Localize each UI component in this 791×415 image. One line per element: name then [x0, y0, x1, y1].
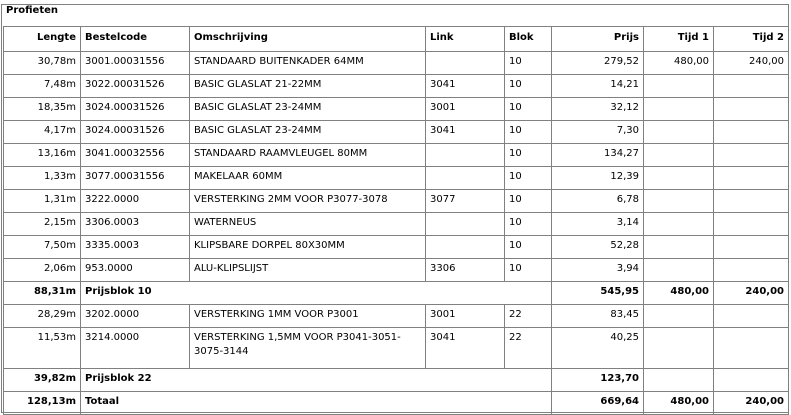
cell-blok: 10	[505, 98, 552, 121]
cell-lengte: 1,33m	[4, 167, 81, 190]
cell-omschrijving: BASIC GLASLAT 23-24MM	[190, 98, 426, 121]
col-header-tijd1: Tijd 1	[644, 27, 714, 52]
cell-lengte: 18,35m	[4, 98, 81, 121]
cell-tijd2	[714, 144, 789, 167]
cell-omschrijving: VERSTERKING 1MM VOOR P3001	[190, 305, 426, 328]
cell-tijd1	[644, 259, 714, 282]
total-row	[4, 392, 789, 415]
header-row	[4, 27, 789, 52]
cell-blok: 10	[505, 259, 552, 282]
cell-lengte: 7,50m	[4, 236, 81, 259]
cell-omschrijving: ALU-KLIPSLIJST	[190, 259, 426, 282]
cell-lengte: 1,31m	[4, 190, 81, 213]
cell-prijs: 7,30	[552, 121, 644, 144]
cell-link	[426, 144, 505, 167]
cell-tijd2	[714, 167, 789, 190]
cell-lengte: 7,48m	[4, 75, 81, 98]
cell-link	[426, 236, 505, 259]
cell-link	[426, 52, 505, 75]
cell-prijs: 134,27	[552, 144, 644, 167]
cell-omschrijving: STANDAARD RAAMVLEUGEL 80MM	[190, 144, 426, 167]
cell-tijd1	[644, 369, 714, 392]
col-header-prijs: Prijs	[552, 27, 644, 52]
cell-tijd2	[714, 328, 789, 369]
cell-tijd2: 240,00	[714, 392, 789, 415]
table-row	[4, 305, 789, 328]
cell-tijd2	[714, 190, 789, 213]
cell-prijs: 52,28	[552, 236, 644, 259]
table-row	[4, 52, 789, 75]
cell-bestelcode: 3024.00031526	[81, 98, 190, 121]
cell-lengte: 11,53m	[4, 328, 81, 369]
cell-omschrijving: STANDAARD BUITENKADER 64MM	[190, 52, 426, 75]
table-row	[4, 328, 789, 369]
cell-blok: 10	[505, 121, 552, 144]
panel-title: Profieten	[6, 5, 59, 16]
cell-tijd1	[644, 236, 714, 259]
table-row	[4, 121, 789, 144]
cell-label: Prijsblok 22	[81, 369, 552, 392]
cell-link: 3041	[426, 75, 505, 98]
cell-tijd1	[644, 121, 714, 144]
cell-lengte: 2,15m	[4, 213, 81, 236]
cell-lengte: 28,29m	[4, 305, 81, 328]
table-row	[4, 213, 789, 236]
cell-prijs: 14,21	[552, 75, 644, 98]
cell-bestelcode: 3077.00031556	[81, 167, 190, 190]
cell-prijs: 32,12	[552, 98, 644, 121]
cell-tijd2	[714, 236, 789, 259]
cell-blok: 10	[505, 75, 552, 98]
cell-prijs: 6,78	[552, 190, 644, 213]
cell-omschrijving: BASIC GLASLAT 23-24MM	[190, 121, 426, 144]
cell-label: Totaal	[81, 392, 552, 415]
cell-blok: 10	[505, 190, 552, 213]
cell-bestelcode: 953.0000	[81, 259, 190, 282]
col-header-blok: Blok	[505, 27, 552, 52]
cell-label: Prijsblok 10	[81, 282, 552, 305]
cell-omschrijving: BASIC GLASLAT 21-22MM	[190, 75, 426, 98]
cell-omschrijving: MAKELAAR 60MM	[190, 167, 426, 190]
cell-tijd1	[644, 305, 714, 328]
cell-bestelcode: 3306.0003	[81, 213, 190, 236]
cell-tijd1: 480,00	[644, 282, 714, 305]
cell-prijs: 279,52	[552, 52, 644, 75]
cell-prijs: 123,70	[552, 369, 644, 392]
cell-tijd1	[644, 75, 714, 98]
col-header-tijd2: Tijd 2	[714, 27, 789, 52]
cell-tijd2	[714, 259, 789, 282]
cell-blok: 10	[505, 52, 552, 75]
cell-link: 3041	[426, 328, 505, 369]
cell-prijs: 669,64	[552, 392, 644, 415]
cell-bestelcode: 3335.0003	[81, 236, 190, 259]
cell-tijd2: 240,00	[714, 282, 789, 305]
col-header-link: Link	[426, 27, 505, 52]
cell-tijd2	[714, 305, 789, 328]
cell-link: 3077	[426, 190, 505, 213]
cell-prijs: 3,94	[552, 259, 644, 282]
cell-omschrijving: VERSTERKING 1,5MM VOOR P3041-3051-3075-3144	[190, 328, 426, 369]
cell-bestelcode: 3022.00031526	[81, 75, 190, 98]
cell-bestelcode: 3202.0000	[81, 305, 190, 328]
cell-tijd1	[644, 328, 714, 369]
cell-tijd2: 240,00	[714, 52, 789, 75]
cell-lengte: 13,16m	[4, 144, 81, 167]
cell-link: 3041	[426, 121, 505, 144]
col-header-bestelcode: Bestelcode	[81, 27, 190, 52]
cell-blok: 10	[505, 167, 552, 190]
cell-lengte: 128,13m	[4, 392, 81, 415]
cell-omschrijving: WATERNEUS	[190, 213, 426, 236]
cell-blok: 22	[505, 328, 552, 369]
cell-lengte: 39,82m	[4, 369, 81, 392]
cell-omschrijving: KLIPSBARE DORPEL 80X30MM	[190, 236, 426, 259]
cell-tijd2	[714, 369, 789, 392]
cell-blok: 10	[505, 144, 552, 167]
cell-tijd1	[644, 190, 714, 213]
cell-blok: 10	[505, 236, 552, 259]
cell-link: 3306	[426, 259, 505, 282]
cell-lengte: 2,06m	[4, 259, 81, 282]
cell-prijs: 12,39	[552, 167, 644, 190]
cell-lengte: 30,78m	[4, 52, 81, 75]
table-row	[4, 167, 789, 190]
cell-prijs: 40,25	[552, 328, 644, 369]
col-header-lengte: Lengte	[4, 27, 81, 52]
cell-bestelcode: 3001.00031556	[81, 52, 190, 75]
cell-link	[426, 213, 505, 236]
table-row	[4, 144, 789, 167]
cell-omschrijving: VERSTERKING 2MM VOOR P3077-3078	[190, 190, 426, 213]
cell-tijd1	[644, 144, 714, 167]
cell-bestelcode: 3214.0000	[81, 328, 190, 369]
table-row	[4, 236, 789, 259]
cell-lengte: 4,17m	[4, 121, 81, 144]
cell-link	[426, 167, 505, 190]
subtotal-row-prijsblok-10	[4, 282, 789, 305]
cell-tijd2	[714, 98, 789, 121]
cell-link: 3001	[426, 305, 505, 328]
cell-prijs: 83,45	[552, 305, 644, 328]
subtotal-row-prijsblok-22	[4, 369, 789, 392]
table-row	[4, 259, 789, 282]
cell-blok: 22	[505, 305, 552, 328]
cell-lengte: 88,31m	[4, 282, 81, 305]
cell-bestelcode: 3041.00032556	[81, 144, 190, 167]
cell-bestelcode: 3222.0000	[81, 190, 190, 213]
table-row	[4, 75, 789, 98]
cell-tijd1	[644, 213, 714, 236]
cell-prijs: 545,95	[552, 282, 644, 305]
cell-tijd1: 480,00	[644, 52, 714, 75]
cell-tijd2	[714, 75, 789, 98]
cell-tijd2	[714, 121, 789, 144]
cell-tijd1	[644, 167, 714, 190]
table-row	[4, 190, 789, 213]
cell-tijd2	[714, 213, 789, 236]
profielen-table	[3, 26, 789, 415]
cell-link: 3001	[426, 98, 505, 121]
cell-bestelcode: 3024.00031526	[81, 121, 190, 144]
table-row	[4, 98, 789, 121]
cell-blok: 10	[505, 213, 552, 236]
cell-tijd1: 480,00	[644, 392, 714, 415]
cell-tijd1	[644, 98, 714, 121]
col-header-omschrijving: Omschrijving	[190, 27, 426, 52]
cell-prijs: 3,14	[552, 213, 644, 236]
